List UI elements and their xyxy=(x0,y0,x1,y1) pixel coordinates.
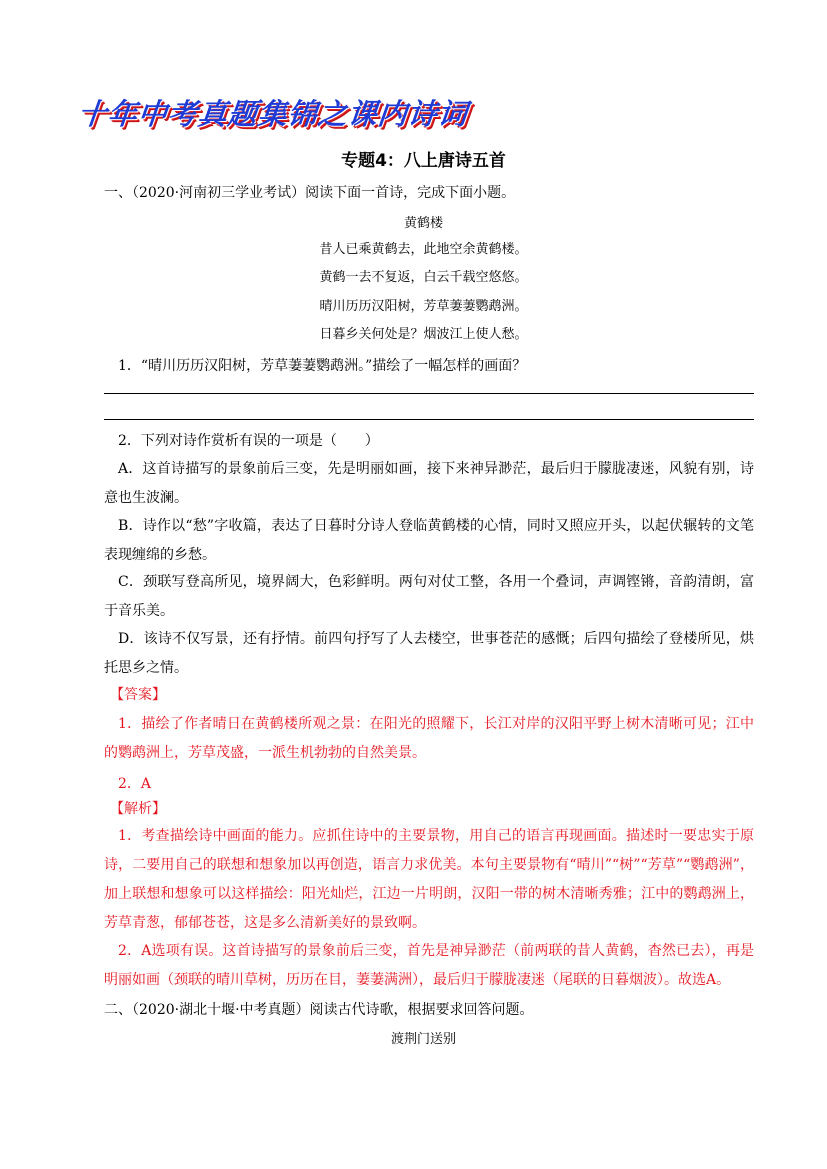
series-banner: 十年中考真题集锦之课内诗词 xyxy=(76,97,470,131)
poem-line: 黄鹤一去不复返，白云千载空悠悠。 xyxy=(319,270,528,285)
answer-line xyxy=(104,393,754,394)
answer-1: 1．描绘了作者晴日在黄鹤楼所观之景：在阳光的照耀下，长江对岸的汉阳平野上树木清晰可见；江中的鹦鹉洲上，芳草茂盛，一派生机勃勃的自然美景。 xyxy=(104,716,754,761)
poem-title: 渡荆门送别 xyxy=(390,1032,456,1047)
sub-question-1: 1．“晴川历历汉阳树，芳草萋萋鹦鹉洲。”描绘了一幅怎样的画面？ xyxy=(118,358,527,374)
option-a: A．这首诗描写的景象前后三变，先是明丽如画，接下来神异渺茫，最后归于朦胧凄迷，风貌有别，诗意也生波澜。 xyxy=(104,461,754,506)
option-b: B．诗作以“愁”字收篇，表达了日暮时分诗人登临黄鹤楼的心情，同时又照应开头，以起伏辗转的文笔表现缠绵的乡愁。 xyxy=(104,518,754,563)
answer-2: 2．A xyxy=(118,776,152,792)
analysis-label: 【解析】 xyxy=(110,801,166,817)
answer-label: 【答案】 xyxy=(110,687,166,703)
analysis-2: 2．A选项有误。这首诗描写的景象前后三变，首先是神异渺茫（前两联的昔人黄鹤，杳然已去），再是明丽如画（颈联的晴川草树，历历在目，萋萋满洲），最后归于朦胧凄迷（尾联的日暮烟波）。故选A。 xyxy=(104,943,754,988)
sub-question-2: 2．下列对诗作赏析有误的一项是（ ） xyxy=(118,433,379,449)
answer-line xyxy=(104,419,754,420)
poem-line: 日暮乡关何处是？烟波江上使人愁。 xyxy=(319,327,528,342)
option-c: C．颈联写登高所见，境界阔大，色彩鲜明。两句对仗工整，各用一个叠词，声调铿锵，音韵清朗，富于音乐美。 xyxy=(104,574,754,619)
option-d: D．该诗不仅写景，还有抒情。前四句抒写了人去楼空，世事苍茫的感慨；后四句描绘了登楼所见，烘托思乡之情。 xyxy=(104,631,754,676)
question-1-intro: 一、（2020·河南初三学业考试）阅读下面一首诗，完成下面小题。 xyxy=(104,185,516,201)
analysis-1: 1．考查描绘诗中画面的能力。应抓住诗中的主要景物，用自己的语言再现画面。描述时一要忠实于原诗，二要用自己的联想和想象加以再创造，语言力求优美。本句主要景物有“晴川”“树”“芳草”“鹦鹉洲”，加上联想和想象可以这样描绘：阳光灿烂，江边一片明朗，汉阳一带的树木清晰秀雅；江中的鹦鹉洲上，芳草青葱，郁郁苍苍，这是多么清新美好的景致啊。 xyxy=(104,828,754,931)
page-title: 专题4：八上唐诗五首 xyxy=(341,151,506,171)
poem-line: 昔人已乘黄鹤去，此地空余黄鹤楼。 xyxy=(319,242,528,257)
poem-title: 黄鹤楼 xyxy=(403,216,443,231)
poem-line: 晴川历历汉阳树，芳草萋萋鹦鹉洲。 xyxy=(319,299,528,314)
question-2-intro: 二、（2020·湖北十堰·中考真题）阅读古代诗歌，根据要求回答问题。 xyxy=(104,1002,534,1018)
